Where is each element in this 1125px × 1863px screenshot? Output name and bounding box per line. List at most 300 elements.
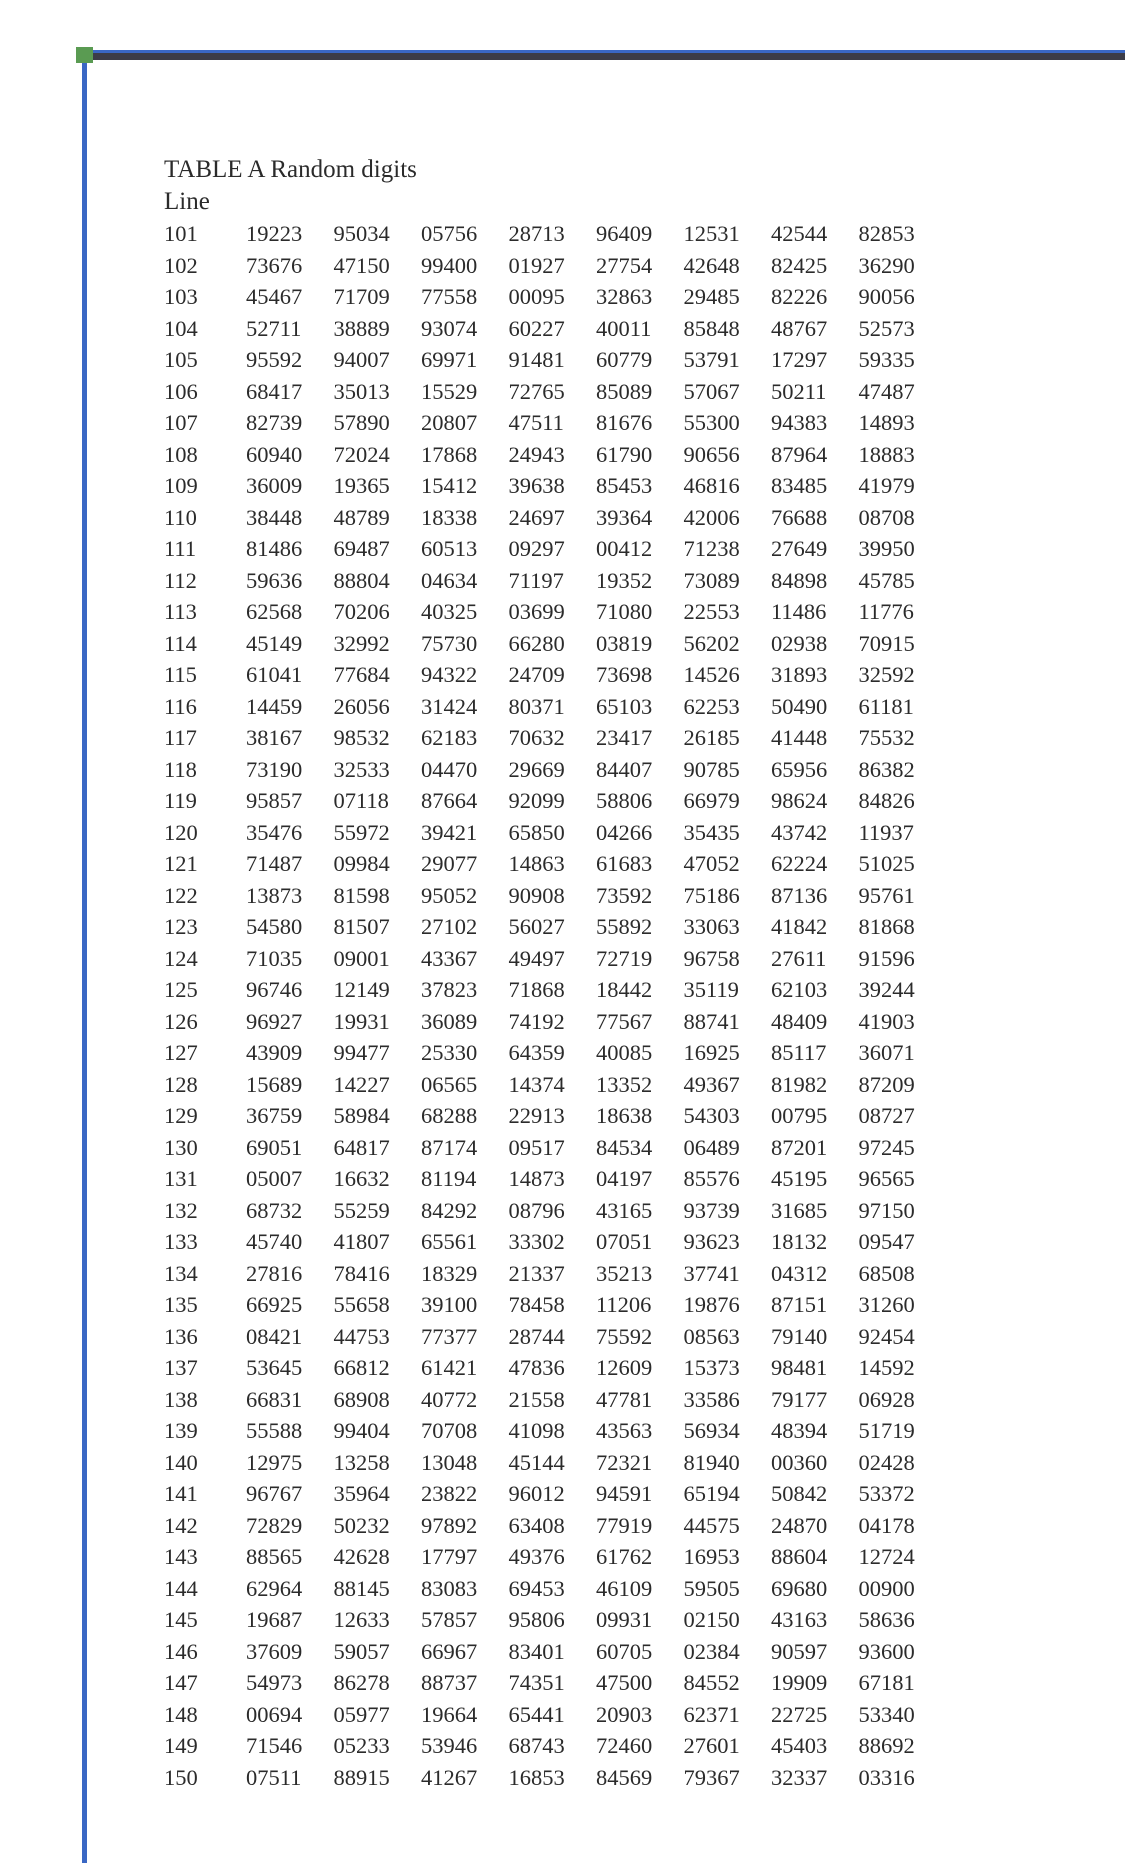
table-row bbox=[164, 943, 984, 975]
digit-group: 64359 bbox=[508, 1040, 565, 1065]
digit-group: 40325 bbox=[421, 599, 478, 624]
line-number: 102 bbox=[164, 252, 198, 278]
digit-group: 81868 bbox=[858, 914, 915, 939]
table-row bbox=[164, 1006, 984, 1038]
digit-group: 14227 bbox=[333, 1071, 390, 1097]
digit-group: 88145 bbox=[333, 1575, 390, 1601]
line-number: 150 bbox=[164, 1764, 198, 1790]
digit-group: 68732 bbox=[246, 1197, 303, 1223]
selection-handle[interactable] bbox=[76, 47, 93, 63]
table-row bbox=[164, 911, 984, 943]
digit-group: 29077 bbox=[421, 851, 478, 876]
digit-group: 71238 bbox=[683, 536, 740, 561]
digit-group: 62568 bbox=[246, 599, 303, 624]
digit-group: 74192 bbox=[508, 1008, 565, 1034]
table-row bbox=[164, 848, 984, 880]
digit-group: 36759 bbox=[246, 1103, 303, 1128]
digit-group: 19664 bbox=[421, 1701, 478, 1727]
line-number: 141 bbox=[164, 1481, 198, 1506]
digit-group: 81940 bbox=[683, 1449, 740, 1475]
digit-group: 76688 bbox=[771, 504, 828, 530]
digit-group: 27649 bbox=[771, 536, 828, 561]
digit-group: 27611 bbox=[771, 945, 827, 971]
digit-group: 57857 bbox=[421, 1607, 478, 1632]
digit-group: 94007 bbox=[333, 347, 390, 372]
digit-group: 27102 bbox=[421, 914, 478, 939]
digit-group: 66280 bbox=[508, 630, 565, 656]
table-row bbox=[164, 596, 984, 628]
digit-group: 28713 bbox=[508, 221, 565, 246]
digit-group: 69051 bbox=[246, 1134, 303, 1160]
digit-group: 36071 bbox=[858, 1040, 915, 1065]
digit-group: 47150 bbox=[333, 252, 390, 278]
table-row bbox=[164, 1699, 984, 1731]
line-number: 128 bbox=[164, 1071, 198, 1097]
digit-group: 66925 bbox=[246, 1292, 303, 1317]
digit-group: 69680 bbox=[771, 1575, 828, 1601]
digit-group: 85089 bbox=[596, 378, 653, 404]
digit-group: 43367 bbox=[421, 945, 478, 971]
digit-group: 39100 bbox=[421, 1292, 478, 1317]
digit-group: 96746 bbox=[246, 977, 303, 1002]
digit-group: 18638 bbox=[596, 1103, 653, 1128]
digit-group: 49367 bbox=[683, 1071, 740, 1097]
digit-group: 24943 bbox=[508, 441, 565, 467]
line-number: 121 bbox=[164, 851, 198, 876]
table-row bbox=[164, 1478, 984, 1510]
line-number: 134 bbox=[164, 1260, 198, 1286]
digit-group: 86278 bbox=[333, 1670, 390, 1695]
digit-group: 92099 bbox=[508, 788, 565, 813]
digit-group: 59505 bbox=[683, 1575, 740, 1601]
digit-group: 99400 bbox=[421, 252, 478, 278]
digit-group: 02384 bbox=[683, 1638, 740, 1664]
table-row bbox=[164, 1037, 984, 1069]
line-number: 145 bbox=[164, 1607, 198, 1632]
digit-group: 32533 bbox=[333, 756, 390, 782]
digit-group: 47511 bbox=[508, 410, 564, 435]
digit-group: 05233 bbox=[333, 1733, 390, 1758]
digit-group: 54973 bbox=[246, 1670, 303, 1695]
digit-group: 60705 bbox=[596, 1638, 653, 1664]
table-row bbox=[164, 817, 984, 849]
digit-group: 72765 bbox=[508, 378, 565, 404]
digit-group: 15373 bbox=[683, 1355, 740, 1380]
digit-group: 44575 bbox=[683, 1512, 740, 1538]
digit-group: 41267 bbox=[421, 1764, 478, 1790]
digit-group: 98624 bbox=[771, 788, 828, 813]
line-number: 147 bbox=[164, 1670, 198, 1695]
digit-group: 45144 bbox=[508, 1449, 565, 1475]
digit-group: 95034 bbox=[333, 221, 390, 246]
digit-group: 86382 bbox=[858, 756, 915, 782]
line-number: 142 bbox=[164, 1512, 198, 1538]
digit-group: 65956 bbox=[771, 756, 828, 782]
table-row bbox=[164, 1762, 984, 1794]
digit-group: 58984 bbox=[333, 1103, 390, 1128]
digit-group: 81486 bbox=[246, 536, 303, 561]
digit-group: 19909 bbox=[771, 1670, 828, 1695]
digit-group: 33302 bbox=[508, 1229, 565, 1254]
digit-group: 87201 bbox=[771, 1134, 828, 1160]
digit-group: 60779 bbox=[596, 347, 653, 372]
digit-group: 96927 bbox=[246, 1008, 303, 1034]
digit-group: 07118 bbox=[333, 788, 389, 813]
digit-group: 55658 bbox=[333, 1292, 390, 1317]
table-row bbox=[164, 1636, 984, 1668]
digit-group: 02428 bbox=[858, 1449, 915, 1475]
digit-group: 03819 bbox=[596, 630, 653, 656]
digit-group: 69487 bbox=[333, 536, 390, 561]
digit-group: 81676 bbox=[596, 410, 653, 435]
digit-group: 29485 bbox=[683, 284, 740, 309]
digit-group: 62103 bbox=[771, 977, 828, 1002]
digit-group: 70915 bbox=[858, 630, 915, 656]
table-row bbox=[164, 1447, 984, 1479]
digit-group: 53340 bbox=[858, 1701, 915, 1727]
digit-group: 21558 bbox=[508, 1386, 565, 1412]
table-row bbox=[164, 1352, 984, 1384]
table-row bbox=[164, 1415, 984, 1447]
digit-group: 03316 bbox=[858, 1764, 915, 1790]
digit-group: 94383 bbox=[771, 410, 828, 435]
digit-group: 83083 bbox=[421, 1575, 478, 1601]
line-number: 149 bbox=[164, 1733, 198, 1758]
digit-group: 50211 bbox=[771, 378, 827, 404]
digit-group: 45195 bbox=[771, 1166, 828, 1191]
digit-group: 01927 bbox=[508, 252, 565, 278]
line-number: 109 bbox=[164, 473, 198, 498]
line-number: 107 bbox=[164, 410, 198, 435]
digit-group: 97150 bbox=[858, 1197, 915, 1223]
digit-group: 20903 bbox=[596, 1701, 653, 1727]
digit-group: 11776 bbox=[858, 599, 914, 624]
digit-group: 84898 bbox=[771, 567, 828, 593]
line-number: 129 bbox=[164, 1103, 198, 1128]
line-number: 132 bbox=[164, 1197, 198, 1223]
digit-group: 87964 bbox=[771, 441, 828, 467]
table-row bbox=[164, 1069, 984, 1101]
digit-group: 64817 bbox=[333, 1134, 390, 1160]
digit-group: 73089 bbox=[683, 567, 740, 593]
digit-group: 49376 bbox=[508, 1544, 565, 1569]
digit-group: 59636 bbox=[246, 567, 303, 593]
digit-group: 48409 bbox=[771, 1008, 828, 1034]
digit-group: 45403 bbox=[771, 1733, 828, 1758]
digit-group: 92454 bbox=[858, 1323, 915, 1349]
digit-group: 60940 bbox=[246, 441, 303, 467]
digit-group: 65103 bbox=[596, 693, 653, 719]
table-row bbox=[164, 1541, 984, 1573]
digit-group: 15689 bbox=[246, 1071, 303, 1097]
digit-group: 00795 bbox=[771, 1103, 828, 1128]
digit-group: 21337 bbox=[508, 1260, 565, 1286]
table-row bbox=[164, 1132, 984, 1164]
table-row bbox=[164, 439, 984, 471]
digit-group: 06565 bbox=[421, 1071, 478, 1097]
digit-group: 12724 bbox=[858, 1544, 915, 1569]
digit-group: 81598 bbox=[333, 882, 390, 908]
digit-group: 43163 bbox=[771, 1607, 828, 1632]
digit-group: 17297 bbox=[771, 347, 828, 372]
digit-group: 77558 bbox=[421, 284, 478, 309]
digit-group: 90656 bbox=[683, 441, 740, 467]
digit-group: 13352 bbox=[596, 1071, 653, 1097]
digit-group: 18329 bbox=[421, 1260, 478, 1286]
digit-group: 65194 bbox=[683, 1481, 740, 1506]
digit-group: 51719 bbox=[858, 1418, 915, 1443]
digit-group: 68288 bbox=[421, 1103, 478, 1128]
table-row bbox=[164, 1321, 984, 1353]
digit-group: 95761 bbox=[858, 882, 915, 908]
digit-group: 15412 bbox=[421, 473, 478, 498]
page-top-border bbox=[82, 53, 1125, 60]
digit-group: 47781 bbox=[596, 1386, 653, 1412]
digit-group: 08727 bbox=[858, 1103, 915, 1128]
digit-group: 36089 bbox=[421, 1008, 478, 1034]
digit-group: 97892 bbox=[421, 1512, 478, 1538]
digit-group: 91481 bbox=[508, 347, 565, 372]
table-row bbox=[164, 281, 984, 313]
digit-group: 00095 bbox=[508, 284, 565, 309]
digit-group: 14374 bbox=[508, 1071, 565, 1097]
line-number: 124 bbox=[164, 945, 198, 971]
line-number: 118 bbox=[164, 756, 197, 782]
line-number: 146 bbox=[164, 1638, 198, 1664]
digit-group: 50490 bbox=[771, 693, 828, 719]
digit-group: 41448 bbox=[771, 725, 828, 750]
table-row bbox=[164, 1289, 984, 1321]
digit-group: 99404 bbox=[333, 1418, 390, 1443]
table-row bbox=[164, 407, 984, 439]
digit-group: 84552 bbox=[683, 1670, 740, 1695]
digit-group: 25330 bbox=[421, 1040, 478, 1065]
digit-group: 50842 bbox=[771, 1481, 828, 1506]
digit-group: 15529 bbox=[421, 378, 478, 404]
table-row bbox=[164, 754, 984, 786]
digit-group: 71197 bbox=[508, 567, 564, 593]
digit-group: 41098 bbox=[508, 1418, 565, 1443]
digit-group: 88604 bbox=[771, 1544, 828, 1569]
digit-group: 93600 bbox=[858, 1638, 915, 1664]
digit-group: 19687 bbox=[246, 1607, 303, 1632]
digit-group: 96565 bbox=[858, 1166, 915, 1191]
table-row bbox=[164, 218, 984, 250]
digit-group: 41903 bbox=[858, 1008, 915, 1034]
digit-group: 93623 bbox=[683, 1229, 740, 1254]
digit-group: 71546 bbox=[246, 1733, 303, 1758]
digit-group: 71487 bbox=[246, 851, 303, 876]
digit-group: 90056 bbox=[858, 284, 915, 309]
line-number: 140 bbox=[164, 1449, 198, 1475]
digit-group: 75592 bbox=[596, 1323, 653, 1349]
line-number: 103 bbox=[164, 284, 198, 309]
digit-group: 58806 bbox=[596, 788, 653, 813]
digit-group: 73676 bbox=[246, 252, 303, 278]
digit-group: 18338 bbox=[421, 504, 478, 530]
digit-group: 95806 bbox=[508, 1607, 565, 1632]
digit-group: 87136 bbox=[771, 882, 828, 908]
digit-group: 40011 bbox=[596, 315, 652, 341]
digit-group: 19223 bbox=[246, 221, 303, 246]
digit-group: 75532 bbox=[858, 725, 915, 750]
digit-group: 82853 bbox=[858, 221, 915, 246]
digit-group: 17868 bbox=[421, 441, 478, 467]
digit-group: 84292 bbox=[421, 1197, 478, 1223]
digit-group: 42006 bbox=[683, 504, 740, 530]
digit-group: 56027 bbox=[508, 914, 565, 939]
digit-group: 81507 bbox=[333, 914, 390, 939]
table-row bbox=[164, 313, 984, 345]
digit-group: 35119 bbox=[683, 977, 739, 1002]
digit-group: 77567 bbox=[596, 1008, 653, 1034]
table-row bbox=[164, 533, 984, 565]
line-number: 131 bbox=[164, 1166, 198, 1191]
line-number: 105 bbox=[164, 347, 198, 372]
digit-group: 35213 bbox=[596, 1260, 653, 1286]
digit-group: 65561 bbox=[421, 1229, 478, 1254]
digit-group: 87664 bbox=[421, 788, 478, 813]
digit-group: 62224 bbox=[771, 851, 828, 876]
digit-group: 61181 bbox=[858, 693, 914, 719]
digit-group: 57067 bbox=[683, 378, 740, 404]
digit-group: 07511 bbox=[246, 1764, 302, 1790]
digit-group: 82226 bbox=[771, 284, 828, 309]
line-number: 112 bbox=[164, 567, 197, 593]
digit-group: 68743 bbox=[508, 1733, 565, 1758]
digit-group: 87209 bbox=[858, 1071, 915, 1097]
digit-group: 14873 bbox=[508, 1166, 565, 1191]
digit-group: 52711 bbox=[246, 315, 302, 341]
line-number: 125 bbox=[164, 977, 198, 1002]
digit-group: 93074 bbox=[421, 315, 478, 341]
digit-group: 48767 bbox=[771, 315, 828, 341]
digit-group: 85453 bbox=[596, 473, 653, 498]
line-number: 101 bbox=[164, 221, 198, 246]
digit-group: 87151 bbox=[771, 1292, 828, 1317]
digit-group: 96012 bbox=[508, 1481, 565, 1506]
digit-group: 48789 bbox=[333, 504, 390, 530]
digit-group: 02150 bbox=[683, 1607, 740, 1632]
digit-group: 61762 bbox=[596, 1544, 653, 1569]
digit-group: 23822 bbox=[421, 1481, 478, 1506]
digit-group: 73190 bbox=[246, 756, 303, 782]
digit-group: 39244 bbox=[858, 977, 915, 1002]
digit-group: 81982 bbox=[771, 1071, 828, 1097]
digit-group: 04197 bbox=[596, 1166, 653, 1191]
digit-group: 88737 bbox=[421, 1670, 478, 1695]
digit-group: 83485 bbox=[771, 473, 828, 498]
digit-group: 17797 bbox=[421, 1544, 478, 1569]
digit-group: 38889 bbox=[333, 315, 390, 341]
digit-group: 68508 bbox=[858, 1260, 915, 1286]
digit-group: 45467 bbox=[246, 284, 303, 309]
digit-group: 98532 bbox=[333, 725, 390, 750]
digit-group: 04634 bbox=[421, 567, 478, 593]
digit-group: 41979 bbox=[858, 473, 915, 498]
digit-group: 02938 bbox=[771, 630, 828, 656]
digit-group: 66979 bbox=[683, 788, 740, 813]
line-number: 139 bbox=[164, 1418, 198, 1443]
digit-group: 05007 bbox=[246, 1166, 303, 1191]
digit-group: 65850 bbox=[508, 819, 565, 845]
digit-group: 55892 bbox=[596, 914, 653, 939]
line-number: 122 bbox=[164, 882, 198, 908]
digit-group: 39421 bbox=[421, 819, 478, 845]
digit-group: 84826 bbox=[858, 788, 915, 813]
line-number: 115 bbox=[164, 662, 197, 687]
digit-group: 40772 bbox=[421, 1386, 478, 1412]
digit-group: 53372 bbox=[858, 1481, 915, 1506]
digit-group: 09547 bbox=[858, 1229, 915, 1254]
digit-group: 52573 bbox=[858, 315, 915, 341]
digit-group: 36009 bbox=[246, 473, 303, 498]
digit-group: 44753 bbox=[333, 1323, 390, 1349]
line-number: 137 bbox=[164, 1355, 198, 1380]
table-row bbox=[164, 344, 984, 376]
digit-group: 70708 bbox=[421, 1418, 478, 1443]
digit-group: 72829 bbox=[246, 1512, 303, 1538]
digit-group: 12149 bbox=[333, 977, 390, 1002]
digit-group: 91596 bbox=[858, 945, 915, 971]
random-digits-table bbox=[164, 218, 984, 1793]
digit-group: 33063 bbox=[683, 914, 740, 939]
table-row bbox=[164, 1163, 984, 1195]
digit-group: 32337 bbox=[771, 1764, 828, 1790]
digit-group: 74351 bbox=[508, 1670, 565, 1695]
digit-group: 09297 bbox=[508, 536, 565, 561]
digit-group: 71035 bbox=[246, 945, 303, 971]
digit-group: 61041 bbox=[246, 662, 303, 687]
digit-group: 19931 bbox=[333, 1008, 390, 1034]
digit-group: 78416 bbox=[333, 1260, 390, 1286]
line-number: 126 bbox=[164, 1008, 198, 1034]
digit-group: 95857 bbox=[246, 788, 303, 813]
digit-group: 88565 bbox=[246, 1544, 303, 1569]
digit-group: 16925 bbox=[683, 1040, 740, 1065]
digit-group: 11486 bbox=[771, 599, 827, 624]
digit-group: 73592 bbox=[596, 882, 653, 908]
digit-group: 62183 bbox=[421, 725, 478, 750]
digit-group: 98481 bbox=[771, 1355, 828, 1380]
digit-group: 39364 bbox=[596, 504, 653, 530]
digit-group: 14459 bbox=[246, 693, 303, 719]
digit-group: 71868 bbox=[508, 977, 565, 1002]
digit-group: 85848 bbox=[683, 315, 740, 341]
digit-group: 80371 bbox=[508, 693, 565, 719]
digit-group: 54303 bbox=[683, 1103, 740, 1128]
digit-group: 47052 bbox=[683, 851, 740, 876]
digit-group: 05977 bbox=[333, 1701, 390, 1727]
digit-group: 14592 bbox=[858, 1355, 915, 1380]
digit-group: 57890 bbox=[333, 410, 390, 435]
digit-group: 53645 bbox=[246, 1355, 303, 1380]
digit-group: 14526 bbox=[683, 662, 740, 687]
digit-group: 79140 bbox=[771, 1323, 828, 1349]
digit-group: 13258 bbox=[333, 1449, 390, 1475]
digit-group: 58636 bbox=[858, 1607, 915, 1632]
digit-group: 85576 bbox=[683, 1166, 740, 1191]
table-title: TABLE A Random digits bbox=[164, 156, 417, 183]
digit-group: 27816 bbox=[246, 1260, 303, 1286]
digit-group: 88915 bbox=[333, 1764, 390, 1790]
digit-group: 50232 bbox=[333, 1512, 390, 1538]
document-page bbox=[164, 154, 984, 1793]
table-row bbox=[164, 1195, 984, 1227]
digit-group: 46109 bbox=[596, 1575, 653, 1601]
digit-group: 42544 bbox=[771, 221, 828, 246]
digit-group: 12609 bbox=[596, 1355, 653, 1380]
